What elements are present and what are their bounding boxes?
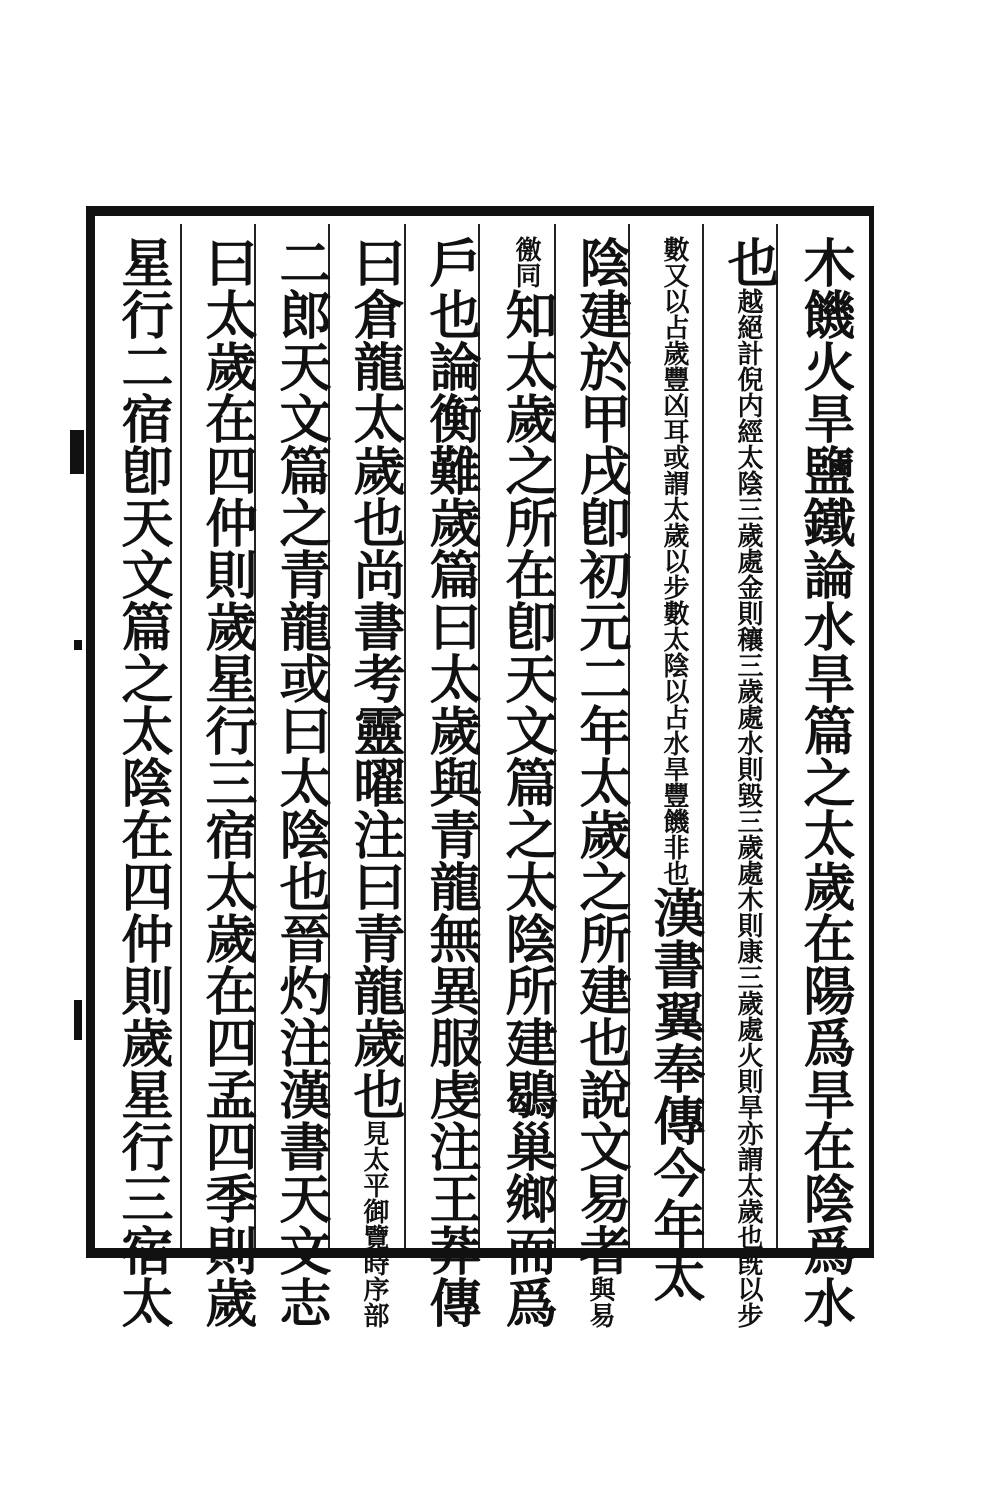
fold-mark: [70, 430, 84, 474]
main-text: 也: [718, 236, 779, 288]
main-text: 戶也論衡難歲篇曰太歲與青龍無異服虔注王莽傳: [420, 236, 481, 1328]
text-column: [642, 236, 706, 1302]
text-column: [792, 236, 856, 1328]
fold-mark: [74, 1000, 82, 1040]
text-column: [110, 236, 174, 1328]
text-column: [494, 236, 558, 1328]
main-text: 曰倉龍太歲也尚書考靈曜注曰青龍歲也: [344, 236, 405, 1120]
main-text: 陰建於甲戌卽初元二年太歲之所建也說文易者: [570, 236, 631, 1276]
annotation-note: 與易: [585, 1276, 615, 1328]
main-text: 漢書翼奉傳今年太: [644, 886, 705, 1302]
text-column: [342, 236, 406, 1328]
main-text: 星行二宿卽天文篇之太陰在四仲則歲星行三宿太: [112, 236, 173, 1328]
text-column: [568, 236, 632, 1328]
text-column: [268, 236, 332, 1328]
column-rule: [180, 224, 182, 1248]
main-text: 二郎天文篇之青龍或曰太陰也晉灼注漢書天文志: [270, 236, 331, 1328]
annotation-note: 見太平御覽時序部: [359, 1120, 389, 1328]
annotation-note: 越絕計倪内經太陰三歲處金則穰三歲處水則毀三歲處木則康三歲處火則旱亦謂太歲也旣以步: [733, 288, 763, 1328]
text-column: [418, 236, 482, 1328]
annotation-note: 數又以占歲豐凶耳或謂太歲以步數太陰以占水旱豐饑非也: [659, 236, 689, 886]
fold-mark: [74, 640, 82, 650]
text-column: [194, 236, 258, 1328]
main-text: 曰太歲在四仲則歲星行三宿太歲在四孟四季則歲: [196, 236, 257, 1328]
text-column: [716, 236, 780, 1328]
main-text: 木饑火旱鹽鐵論水旱篇之太歲在陽爲旱在陰爲水: [794, 236, 855, 1328]
annotation-note: 徼同: [511, 236, 541, 288]
main-text: 知太歲之所在卽天文篇之太陰所建鶡巢鄉而爲: [496, 288, 557, 1328]
